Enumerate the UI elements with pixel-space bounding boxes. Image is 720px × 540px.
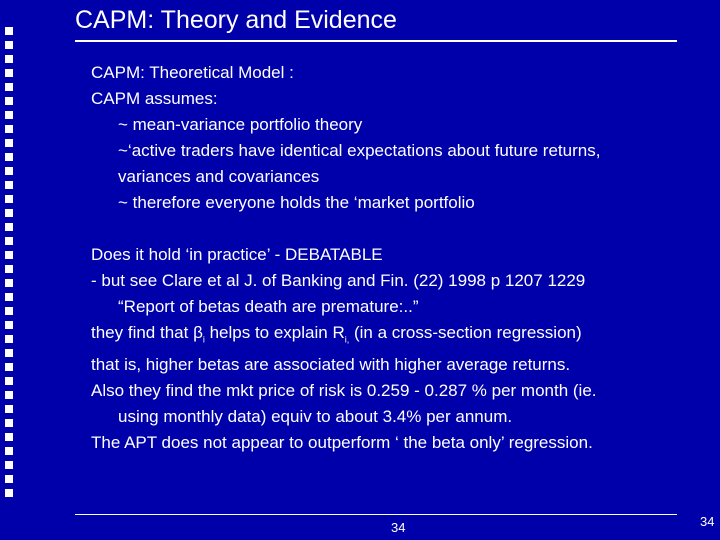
text-segment: they find that	[91, 323, 194, 342]
body-line: using monthly data) equiv to about 3.4% per annum.	[118, 407, 513, 427]
decorative-squares	[5, 27, 13, 503]
beta-symbol: β	[193, 323, 203, 342]
footer-divider	[75, 514, 677, 515]
body-line: “Report of betas death are premature:..”	[118, 297, 419, 316]
subscript: i	[202, 334, 205, 345]
body-line: that is, higher betas are associated with higher average returns.	[91, 355, 571, 375]
body-line: - but see Clare et al J. of Banking and Fin. (22) 1998 p 1207 1229	[91, 271, 586, 290]
title-divider	[75, 40, 677, 42]
body-line: The APT does not appear to outperform ‘ the beta only’ regression.	[91, 433, 593, 453]
body-line: CAPM assumes:	[91, 89, 218, 108]
body-line: ~ mean-variance portfolio theory	[118, 115, 363, 134]
subscript: i,	[344, 334, 350, 345]
body-line: Does it hold ‘in practice’ - DEBATABLE	[91, 245, 383, 264]
page-number-center: 34	[391, 520, 406, 535]
text-segment: helps to explain R	[204, 323, 345, 342]
body-line: CAPM: Theoretical Model :	[91, 63, 294, 82]
slide-body	[91, 60, 701, 456]
body-line: Also they find the mkt price of risk is 0.259 - 0.287 % per month (ie.	[91, 381, 597, 401]
body-line: ~ therefore everyone holds the ‘market portfolio	[118, 193, 475, 212]
body-line-beta	[91, 320, 701, 352]
body-line: ~‘active traders have identical expectations about future returns,	[118, 141, 601, 160]
slide-title: CAPM: Theory and Evidence	[75, 6, 397, 34]
body-line: variances and covariances	[118, 167, 320, 186]
text-segment: (in a cross-section regression)	[349, 323, 582, 342]
page-number-right: 34	[700, 514, 715, 529]
